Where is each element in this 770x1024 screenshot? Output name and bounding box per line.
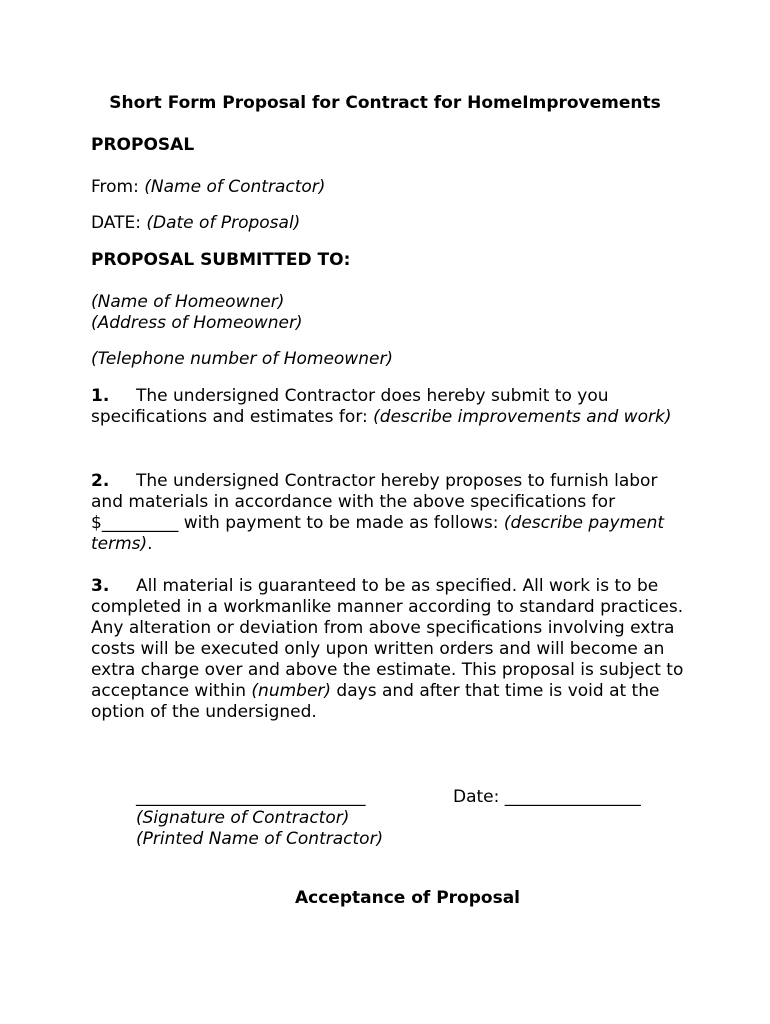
clause-2-text: The undersigned Contractor hereby proposes to furnish labor and materials in accordance with the above specifications for $_________ with payment to be made as follows: <box>91 471 658 533</box>
clause-2-number: 2. <box>91 471 110 491</box>
from-value: (Name of Contractor) <box>144 177 326 197</box>
document-title: Short Form Proposal for Contract for HomeImprovements <box>109 93 661 113</box>
date-label: DATE: <box>91 213 141 233</box>
clause-1 <box>91 386 691 428</box>
proposal-heading: PROPOSAL <box>91 135 195 155</box>
clause-1-number: 1. <box>91 386 110 406</box>
clause-3-text: All material is guaranteed to be as specified. All work is to be completed in a workmanlike manner according to standard practices. Any alteration or deviation from above specifications involving extra costs will be executed only upon written orders and will become an extra charge over and above the estimate. This proposal is subject to acceptance within <box>91 576 684 701</box>
acceptance-heading: Acceptance of Proposal <box>294 888 521 908</box>
homeowner-phone: (Telephone number of Homeowner) <box>91 349 394 369</box>
date-line <box>91 213 300 234</box>
clause-1-text: The undersigned Contractor does hereby submit to you specifications and estimates for: <box>91 386 609 427</box>
signature-caption: (Signature of Contractor) <box>136 808 350 828</box>
signature-date-label: Date: <box>453 787 500 807</box>
clause-2-text-end: . <box>147 534 153 554</box>
signature-line: ___________________________ <box>136 787 366 807</box>
clause-2 <box>91 471 691 555</box>
clause-3-text-end: days and after that time is void at the option of the undersigned. <box>91 681 660 722</box>
printed-name-caption: (Printed Name of Contractor) <box>136 829 384 849</box>
date-value: (Date of Proposal) <box>146 213 301 233</box>
clause-3-number: 3. <box>91 576 110 596</box>
signature-date-line: ________________ <box>504 787 641 807</box>
clause-3-italic: (number) <box>251 681 332 701</box>
from-label: From: <box>91 177 139 197</box>
from-line <box>91 177 325 198</box>
clause-1-italic: (describe improvements and work) <box>373 407 672 427</box>
submitted-to-heading: PROPOSAL SUBMITTED TO: <box>91 250 351 270</box>
clause-2-italic: (describe payment terms) <box>91 513 665 554</box>
homeowner-name: (Name of Homeowner) <box>91 292 285 312</box>
clause-3 <box>91 576 691 723</box>
homeowner-address: (Address of Homeowner) <box>91 313 303 333</box>
signature-date <box>453 787 641 808</box>
